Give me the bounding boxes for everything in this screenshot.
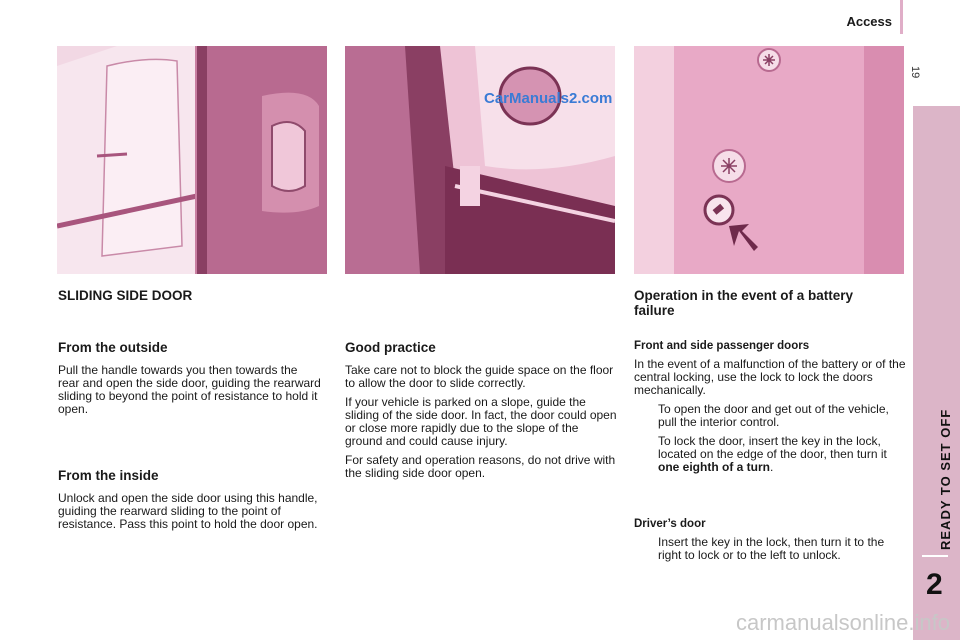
bullet-item: [634, 536, 906, 562]
site-label: CarManuals2.com: [484, 90, 613, 107]
outside-heading: From the outside: [58, 340, 168, 355]
watermark: carmanualsonline.info: [735, 610, 950, 635]
section-heading-battery-failure: Operation in the event of a battery failure: [634, 288, 854, 318]
good-practice-heading: Good practice: [345, 340, 436, 355]
good-practice-paragraph: Take care not to block the guide space on the floor to allow the door to slide correctly.: [345, 363, 614, 390]
good-practice-block: [345, 340, 617, 486]
bullet-text: To lock the door, insert the key in the lock, located on the edge of the door, then turn it: [658, 434, 887, 461]
chapter-number: 2: [926, 568, 943, 601]
section-heading-sliding-door: SLIDING SIDE DOOR: [58, 288, 193, 303]
bullet-item: [634, 403, 906, 429]
driver-door-block: [634, 518, 906, 568]
inside-text: Unlock and open the side door using this handle, guiding the rearward sliding to the point of resistance. Pass this point to hold the door open.: [58, 491, 318, 531]
outside-block: [58, 340, 322, 416]
chapter-tab-label: READY TO SET OFF: [938, 408, 953, 550]
front-side-doors-heading: Front and side passenger doors: [634, 340, 810, 352]
front-side-intro: In the event of a malfunction of the battery or of the central locking, use the lock to lock the doors mechanically.: [634, 357, 906, 397]
inside-block: [58, 468, 322, 531]
bullet-text-bold: one eighth of a turn: [658, 460, 770, 474]
bullet-text: Insert the key in the lock, then turn it to the right to lock or to the left to unlock.: [658, 535, 885, 562]
header-divider: [900, 0, 903, 34]
outside-text: Pull the handle towards you then towards the rear and open the side door, guiding the rearward sliding to beyond the point of resistance to hold it open.: [58, 363, 321, 416]
page-number: 19: [909, 66, 921, 79]
front-side-doors-block: [634, 340, 906, 480]
good-practice-paragraph: For safety and operation reasons, do not drive with the sliding side door open.: [345, 453, 616, 480]
good-practice-paragraph: If your vehicle is parked on a slope, guide the sliding of the side door. In fact, the door could open or close more rapidly due to the slope of the ground and could cause injury.: [345, 395, 617, 448]
photo-door-edge-lock: [634, 46, 904, 274]
inside-heading: From the inside: [58, 468, 159, 483]
bullet-item: [634, 435, 906, 474]
chapter-tab-divider: [922, 555, 948, 557]
photo-sliding-door-handle: [57, 46, 327, 274]
section-title: Access: [846, 14, 892, 29]
bullet-text-end: .: [770, 460, 774, 474]
driver-door-heading: Driver’s door: [634, 518, 706, 530]
photo-door-guide-rail: [345, 46, 615, 274]
bullet-text: To open the door and get out of the vehicle, pull the interior control.: [658, 402, 889, 429]
